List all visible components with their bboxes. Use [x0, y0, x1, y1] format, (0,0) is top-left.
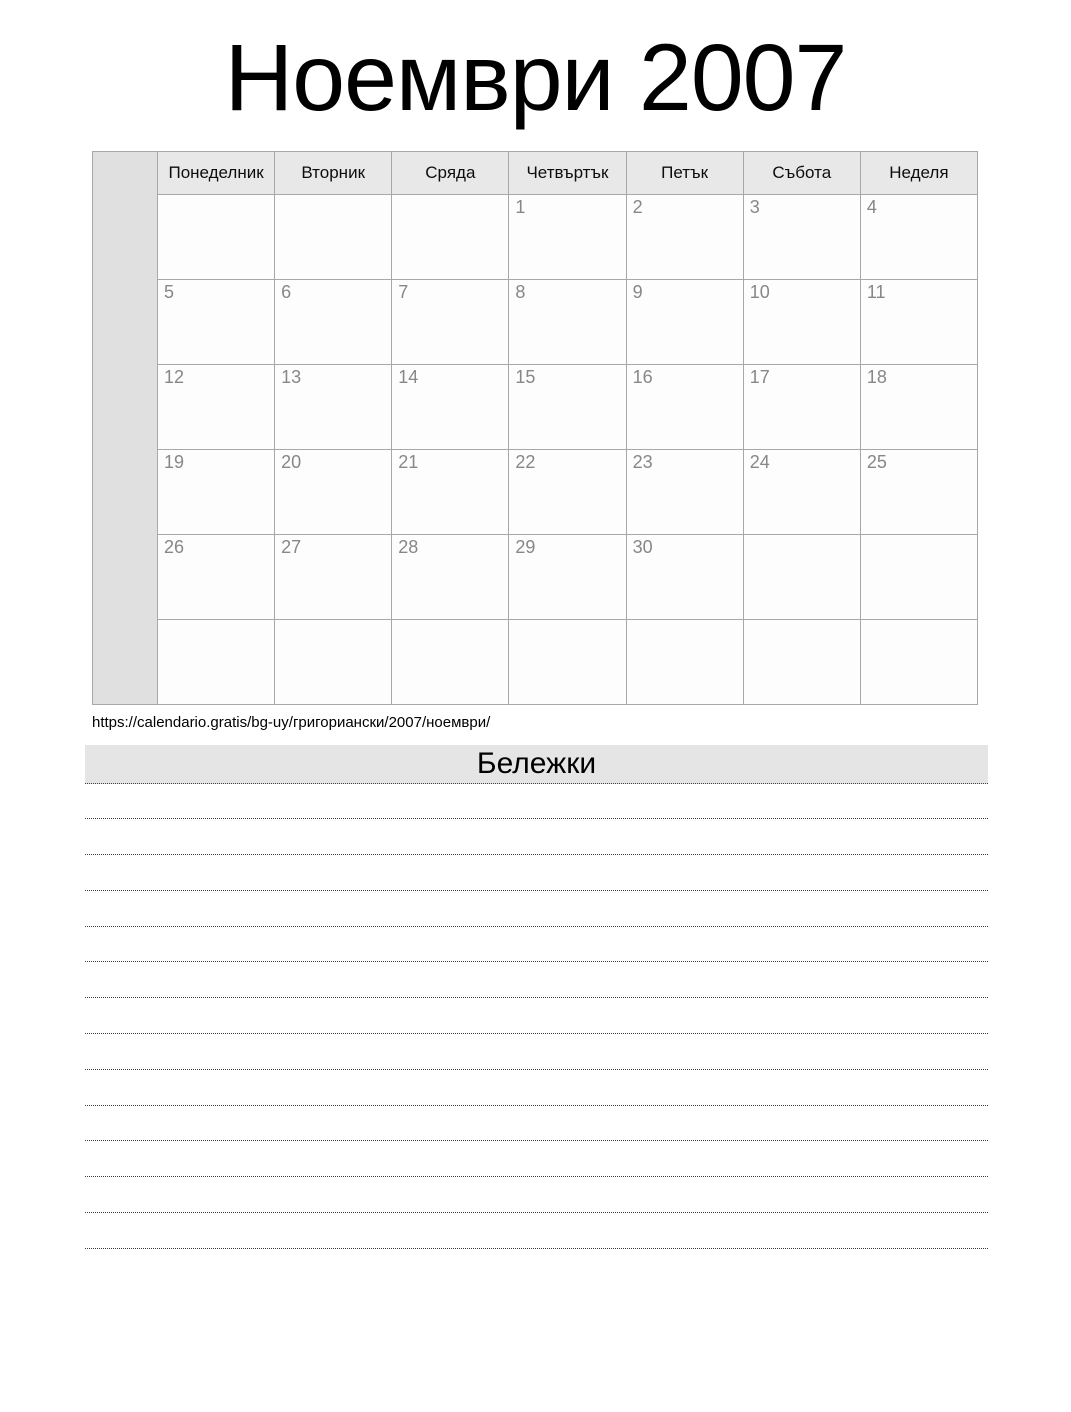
note-line: [85, 1034, 988, 1070]
calendar: [92, 151, 978, 705]
day-cell: [626, 279, 743, 364]
day-number: [744, 630, 750, 633]
day-number: 22: [515, 451, 536, 472]
day-cell: [392, 449, 509, 534]
day-number: 19: [164, 451, 185, 472]
day-number: 24: [749, 451, 770, 472]
day-cell: [626, 619, 743, 704]
day-number: [861, 630, 867, 633]
day-number: [627, 630, 633, 633]
day-cell: [158, 449, 275, 534]
day-number: 27: [281, 536, 302, 557]
note-line: [85, 891, 988, 927]
note-line: [85, 1213, 988, 1249]
day-number: 28: [398, 536, 419, 557]
day-number: [392, 630, 398, 633]
day-number: 11: [866, 281, 886, 302]
day-number: 26: [164, 536, 185, 557]
day-cell: [743, 279, 860, 364]
day-cell: [743, 534, 860, 619]
weekday-header-sunday: Неделя: [860, 151, 977, 194]
day-cell: [626, 194, 743, 279]
day-cell: [509, 364, 626, 449]
day-cell: [392, 279, 509, 364]
day-cell: [626, 534, 743, 619]
day-cell: [158, 194, 275, 279]
day-cell: [509, 619, 626, 704]
day-number: [158, 630, 164, 633]
week-row: [93, 279, 978, 364]
day-number: 18: [866, 366, 887, 387]
day-number: [861, 545, 867, 548]
weekday-header-monday: Понеделник: [158, 151, 275, 194]
day-cell: [509, 449, 626, 534]
day-cell: [860, 279, 977, 364]
note-line: [85, 998, 988, 1034]
day-number: [744, 545, 750, 548]
day-number: 17: [749, 366, 770, 387]
weekday-header-saturday: Събота: [743, 151, 860, 194]
note-line: [85, 855, 988, 891]
day-cell: [275, 449, 392, 534]
weekday-header-tuesday: Вторник: [275, 151, 392, 194]
day-cell: [860, 534, 977, 619]
day-number: [509, 630, 515, 633]
day-number: 2: [632, 196, 643, 217]
day-cell: [275, 279, 392, 364]
calendar-table: [92, 151, 978, 705]
weekday-header-wednesday: Сряда: [392, 151, 509, 194]
left-margin-column: [93, 151, 158, 704]
week-row: [93, 364, 978, 449]
day-number: [158, 205, 164, 208]
day-cell: [509, 534, 626, 619]
day-cell: [158, 279, 275, 364]
note-line: [85, 927, 988, 963]
day-cell: [392, 534, 509, 619]
note-line: [85, 784, 988, 820]
day-cell: [392, 619, 509, 704]
day-cell: [392, 194, 509, 279]
day-cell: [392, 364, 509, 449]
page-title: Ноември 2007: [224, 25, 847, 131]
week-row: [93, 534, 978, 619]
note-line: [85, 1070, 988, 1106]
day-number: 6: [281, 281, 292, 302]
day-cell: [860, 194, 977, 279]
notes-header: [85, 745, 988, 784]
day-cell: [860, 619, 977, 704]
day-cell: [275, 534, 392, 619]
weekday-header-row: [93, 151, 978, 194]
day-cell: [275, 194, 392, 279]
day-number: 12: [164, 366, 185, 387]
day-cell: [509, 279, 626, 364]
day-number: 29: [515, 536, 536, 557]
day-number: 5: [164, 281, 175, 302]
day-number: 4: [866, 196, 877, 217]
week-row: [93, 194, 978, 279]
day-cell: [743, 449, 860, 534]
day-cell: [509, 194, 626, 279]
note-line: [85, 962, 988, 998]
source-url: https://calendario.gratis/bg-uy/григориански/2007/ноември/: [92, 713, 491, 731]
note-line: [85, 1106, 988, 1142]
day-cell: [743, 194, 860, 279]
day-number: 21: [398, 451, 419, 472]
note-line: [85, 819, 988, 855]
day-number: 7: [398, 281, 409, 302]
day-number: 15: [515, 366, 536, 387]
day-number: [275, 630, 281, 633]
week-row: [93, 619, 978, 704]
day-number: 16: [632, 366, 653, 387]
day-number: 10: [749, 281, 770, 302]
day-number: 23: [632, 451, 653, 472]
day-number: [275, 205, 281, 208]
day-number: 30: [632, 536, 653, 557]
day-number: 14: [398, 366, 419, 387]
day-cell: [158, 619, 275, 704]
day-cell: [743, 619, 860, 704]
notes-section: [85, 745, 988, 1249]
day-number: 1: [515, 196, 526, 217]
notes-title: Бележки: [476, 746, 597, 780]
day-number: [392, 205, 398, 208]
day-number: 9: [632, 281, 643, 302]
day-number: 13: [281, 366, 302, 387]
day-number: 3: [749, 196, 760, 217]
day-cell: [743, 364, 860, 449]
day-cell: [275, 364, 392, 449]
day-number: 25: [866, 451, 887, 472]
note-lines: [85, 784, 988, 1249]
day-cell: [158, 534, 275, 619]
day-cell: [275, 619, 392, 704]
day-number: 20: [281, 451, 302, 472]
day-cell: [158, 364, 275, 449]
day-cell: [626, 449, 743, 534]
day-cell: [860, 449, 977, 534]
note-line: [85, 1141, 988, 1177]
weekday-header-friday: Петък: [626, 151, 743, 194]
note-line: [85, 1177, 988, 1213]
day-cell: [626, 364, 743, 449]
week-row: [93, 449, 978, 534]
day-number: 8: [515, 281, 526, 302]
weekday-header-thursday: Четвъртък: [509, 151, 626, 194]
day-cell: [860, 364, 977, 449]
